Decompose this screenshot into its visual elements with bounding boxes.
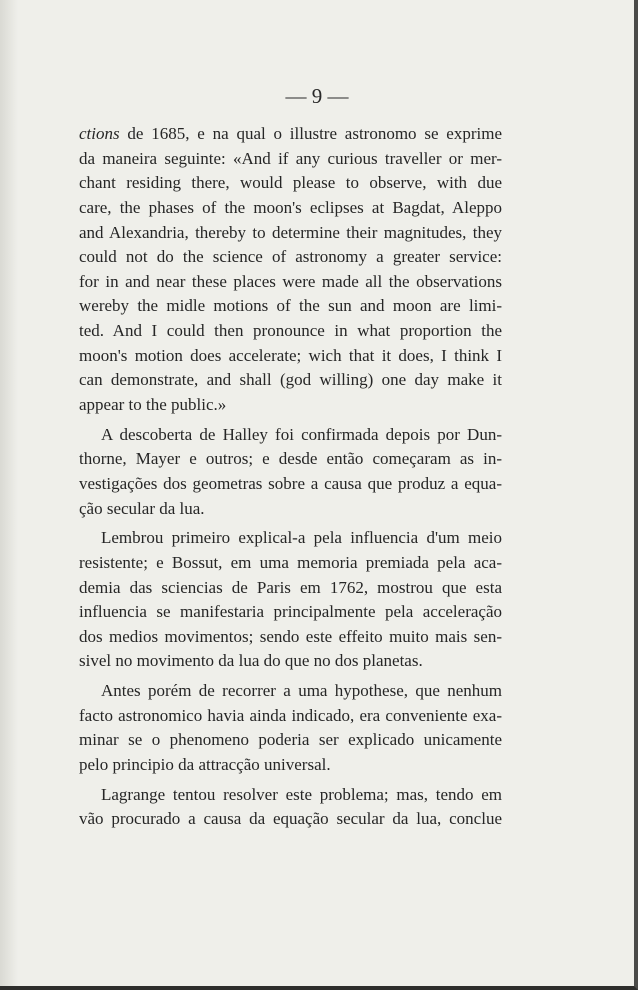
text-line: ted. And I could then pronounce in what proportion the [79, 321, 502, 341]
text-line [79, 122, 502, 147]
text-line: vestigações dos geometras sobre a causa que produz a equa- [79, 473, 502, 493]
text-line: can demonstrate, and shall (god willing) one day make it [79, 370, 502, 390]
text-line: dos medios movimentos; sendo este effeito muito mais sen- [79, 626, 502, 646]
text-line: chant residing there, would please to observe, with due [79, 173, 502, 193]
line-rest: de 1685, e na qual o illustre astronomo se exprime [119, 124, 502, 143]
text-line: sivel no movimento da lua do que no dos planetas. [79, 651, 423, 671]
text-line: could not do the science of astronomy a greater service: [79, 247, 502, 267]
text-line: demia das sciencias de Paris em 1762, mostrou que esta [79, 577, 502, 597]
text-line: ção secular da lua. [79, 498, 205, 518]
text-line: care, the phases of the moon's eclipses at Bagdat, Aleppo [79, 197, 502, 217]
text-line: and Alexandria, thereby to determine their magnitudes, they [79, 222, 502, 242]
text-line: vão procurado a causa da equação secular da lua, conclue [79, 809, 502, 829]
text-line: da maneira seguinte: «And if any curious traveller or mer- [79, 148, 502, 168]
text-line: thorne, Mayer e outros; e desde então começaram as in- [79, 449, 502, 469]
text-line: A descoberta de Halley foi confirmada depois por Dun- [101, 424, 502, 444]
text-line: influencia se manifestaria principalmente pela acceleração [79, 602, 502, 622]
text-line: minar se o phenomeno poderia ser explicado unicamente [79, 730, 502, 750]
text-line: for in and near these places were made all the observations [79, 271, 502, 291]
text-line: Lagrange tentou resolver este problema; mas, tendo em [101, 784, 502, 804]
text-line: Lembrou primeiro explical-a pela influencia d'um meio [101, 528, 502, 548]
text-line: resistente; e Bossut, em uma memoria premiada pela aca- [79, 552, 502, 572]
page-gutter-shadow [0, 0, 18, 986]
italic-word: ctions [79, 124, 120, 143]
text-line: pelo principio da attracção universal. [79, 755, 331, 775]
body-text [79, 122, 502, 832]
text-line: wereby the midle motions of the sun and moon are limi- [79, 296, 502, 316]
text-line: Antes porém de recorrer a uma hypothese, que nenhum [101, 681, 502, 701]
page-number: — 9 — [285, 84, 349, 108]
text-line: facto astronomico havia ainda indicado, era conveniente exa- [79, 705, 502, 725]
text-line: appear to the public.» [79, 395, 227, 415]
text-line: moon's motion does accelerate; wich that it does, I think I [79, 345, 502, 365]
